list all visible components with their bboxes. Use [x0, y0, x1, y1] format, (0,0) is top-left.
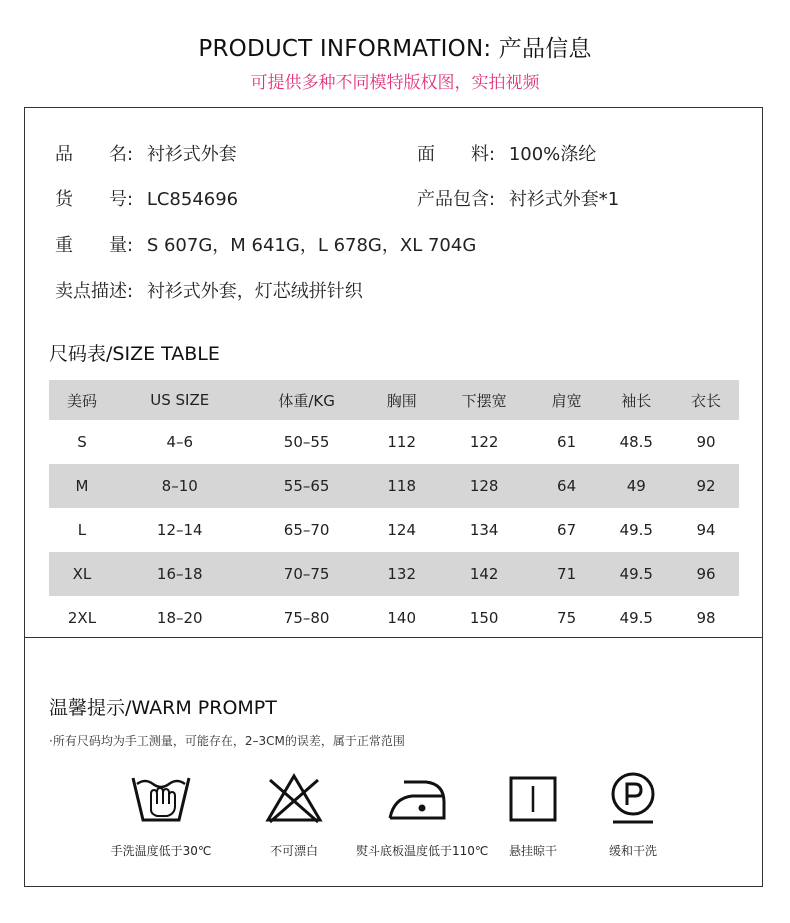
header-cell: US SIZE	[115, 380, 245, 420]
info-weight-value: S 607G，M 641G，L 678G，XL 704G	[146, 235, 477, 256]
table-cell: 18–20	[156, 609, 203, 627]
table-cell: 75–80	[283, 609, 330, 627]
table-cell: 98	[696, 609, 716, 627]
info-package-value: 衬衫式外套*1	[508, 189, 620, 210]
table-cell: XL	[49, 552, 115, 596]
table-cell: 150	[469, 609, 499, 627]
header-cell: 胸围	[369, 380, 435, 420]
table-cell: 49.5	[619, 609, 653, 627]
info-sku-label: 货 号:	[55, 189, 134, 210]
header-cell: 肩宽	[534, 380, 600, 420]
header-cell: 体重/KG	[245, 380, 369, 420]
header-cell: 衣长	[673, 380, 739, 420]
care-item-iron	[356, 770, 489, 859]
size-table	[49, 380, 739, 640]
table-cell: 4–6	[166, 433, 194, 451]
table-cell: 90	[696, 433, 716, 451]
info-selling-value: 衬衫式外套，灯芯绒拼针织	[146, 281, 363, 302]
table-cell: M	[49, 464, 115, 508]
care-label: 悬挂晾干	[508, 844, 557, 858]
table-cell: 8–10	[115, 464, 245, 508]
care-label: 手洗温度低于30℃	[110, 844, 212, 858]
info-sku	[55, 185, 238, 211]
care-label: 缓和干洗	[608, 844, 657, 858]
table-cell: 50–55	[283, 433, 330, 451]
info-weight-label: 重 量:	[55, 235, 134, 256]
care-item-hand-wash	[101, 770, 221, 859]
table-cell: 67	[557, 521, 577, 539]
hang-dry-icon	[501, 770, 565, 826]
iron-icon	[384, 770, 448, 826]
care-label: 不可漂白	[269, 844, 318, 858]
info-selling-label: 卖点描述:	[55, 281, 134, 302]
table-cell: 48.5	[619, 433, 653, 451]
hand-wash-icon	[129, 770, 193, 826]
page-title: PRODUCT INFORMATION: 产品信息	[198, 36, 592, 62]
table-cell: L	[77, 521, 87, 539]
table-row	[49, 596, 739, 640]
table-cell: 92	[673, 464, 739, 508]
table-row	[49, 464, 739, 508]
info-selling	[55, 277, 363, 303]
info-package	[417, 185, 619, 211]
table-cell: 134	[469, 521, 499, 539]
table-cell: 49.5	[619, 521, 653, 539]
warm-prompt-title: 温馨提示/WARM PROMPT	[49, 697, 277, 719]
table-cell: 94	[696, 521, 716, 539]
care-item-dry-clean	[573, 770, 693, 859]
table-cell: 49	[600, 464, 673, 508]
table-cell: 61	[557, 433, 577, 451]
header-cell: 美码	[49, 380, 115, 420]
size-table-header	[49, 380, 739, 420]
table-cell: 71	[534, 552, 600, 596]
measurement-note: ·所有尺码均为手工测量，可能存在，2–3CM的误差，属于正常范围	[49, 734, 405, 748]
table-row	[49, 508, 739, 552]
table-cell: 65–70	[283, 521, 330, 539]
table-cell: 55–65	[245, 464, 369, 508]
info-weight	[55, 231, 476, 257]
care-item-no-bleach	[234, 770, 354, 859]
header-cell: 袖长	[600, 380, 673, 420]
page-subtitle: 可提供多种不同模特版权图，实拍视频	[250, 73, 540, 93]
table-row	[49, 420, 739, 464]
table-cell: 124	[387, 521, 417, 539]
info-fabric-label: 面 料:	[417, 144, 496, 165]
table-cell: 64	[534, 464, 600, 508]
table-cell: 2XL	[67, 609, 97, 627]
table-cell: 112	[387, 433, 417, 451]
table-cell: 12–14	[156, 521, 203, 539]
table-cell: 122	[469, 433, 499, 451]
table-cell: 16–18	[115, 552, 245, 596]
table-cell: 96	[673, 552, 739, 596]
info-name-label: 品 名:	[55, 144, 134, 165]
header-cell: 下摆宽	[435, 380, 534, 420]
info-name	[55, 140, 237, 166]
care-label: 熨斗底板温度低于110℃	[356, 844, 489, 858]
table-cell: S	[77, 433, 87, 451]
info-sku-value: LC854696	[146, 189, 239, 210]
info-fabric	[417, 140, 596, 166]
table-cell: 140	[387, 609, 417, 627]
no-bleach-icon	[262, 770, 326, 826]
info-fabric-value: 100%涤纶	[508, 144, 597, 165]
section-divider	[25, 637, 762, 638]
table-row	[49, 552, 739, 596]
table-cell: 49.5	[600, 552, 673, 596]
dry-clean-icon	[601, 770, 665, 826]
product-info-panel	[24, 107, 763, 887]
table-cell: 128	[435, 464, 534, 508]
table-cell: 142	[435, 552, 534, 596]
size-table-title: 尺码表/SIZE TABLE	[49, 343, 220, 365]
table-cell: 132	[369, 552, 435, 596]
table-cell: 75	[557, 609, 577, 627]
info-name-value: 衬衫式外套	[146, 144, 237, 165]
table-cell: 118	[369, 464, 435, 508]
info-package-label: 产品包含:	[417, 189, 496, 210]
table-cell: 70–75	[245, 552, 369, 596]
